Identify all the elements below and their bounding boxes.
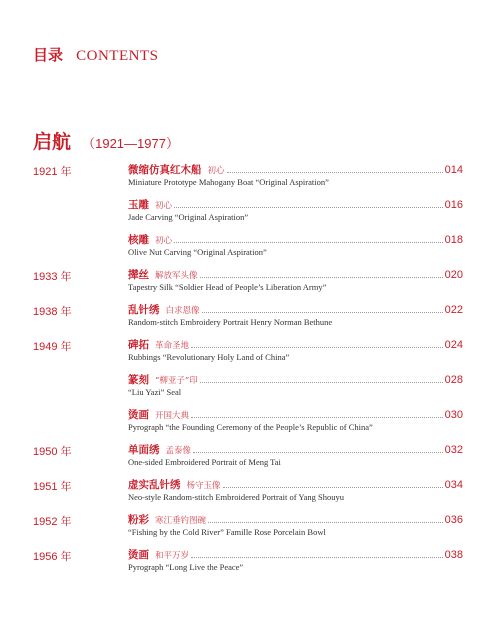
leader-dots xyxy=(174,199,443,208)
entry-subtitle: 初心 xyxy=(155,201,173,211)
entry-category: 烫画 xyxy=(128,549,149,561)
entry-page-number: 020 xyxy=(444,269,463,281)
entry-english-title: Jade Carving “Original Aspiration” xyxy=(128,212,249,222)
page-header xyxy=(33,44,158,68)
entry-english-title: “Fishing by the Cold River” Famille Rose Porcelain Bowl xyxy=(128,527,326,537)
contents-title-en: CONTENTS xyxy=(76,48,159,64)
entry-category: 核雕 xyxy=(128,234,149,246)
year-label: 1921 年 xyxy=(33,166,72,178)
entry-category: 篆刻 xyxy=(128,374,149,386)
entry-page-number: 038 xyxy=(444,549,463,561)
toc-entry[interactable] xyxy=(128,232,463,257)
leader-dots xyxy=(208,514,443,523)
entry-subtitle: 寒江垂钓图碗 xyxy=(155,516,207,526)
toc-entry[interactable] xyxy=(128,547,463,572)
leader-dots xyxy=(200,374,443,383)
entry-page-number: 016 xyxy=(444,199,463,211)
entry-category: 乱针绣 xyxy=(128,304,160,316)
entry-english-title: Tapestry Silk “Soldier Head of People’s Liberation Army” xyxy=(128,282,327,292)
entry-page-number: 018 xyxy=(444,234,463,246)
entry-subtitle: 和平万岁 xyxy=(155,551,190,561)
leader-dots xyxy=(227,164,443,173)
entry-english-title: “Liu Yazi” Seal xyxy=(128,387,182,397)
toc-entry[interactable] xyxy=(128,302,463,327)
entry-english-title: Rubbings “Revolutionary Holy Land of China” xyxy=(128,352,290,362)
entry-category: 粉彩 xyxy=(128,514,149,526)
entry-subtitle: 初心 xyxy=(207,166,225,176)
year-label: 1933 年 xyxy=(33,271,72,283)
toc-entry[interactable] xyxy=(128,512,463,537)
entry-page-number: 034 xyxy=(444,479,463,491)
year-label: 1956 年 xyxy=(33,551,72,563)
entry-subtitle: 孟泰像 xyxy=(165,446,192,456)
year-label: 1951 年 xyxy=(33,481,72,493)
entry-english-title: Random-stitch Embroidery Portrait Henry Norman Bethune xyxy=(128,317,333,327)
section-year-range: （1921—1977） xyxy=(82,136,179,151)
entry-english-title: Pyrograph “the Founding Ceremony of the People’s Republic of China” xyxy=(128,422,373,432)
entry-subtitle: 革命圣地 xyxy=(155,341,190,351)
leader-dots xyxy=(200,269,443,278)
entry-category: 虚实乱针绣 xyxy=(128,479,181,491)
toc-entry[interactable] xyxy=(128,372,463,397)
entry-subtitle: 杨守玉像 xyxy=(186,481,221,491)
toc-entry[interactable] xyxy=(128,267,463,292)
entry-category: 烫画 xyxy=(128,409,149,421)
entry-category: 微缩仿真红木船 xyxy=(128,164,202,176)
toc-entry[interactable] xyxy=(128,407,463,432)
entry-english-title: One-sided Embroidered Portrait of Meng Tai xyxy=(128,457,281,467)
leader-dots xyxy=(193,444,443,453)
entry-subtitle: 解放军头像 xyxy=(155,271,198,281)
section-title xyxy=(33,127,179,154)
entry-page-number: 032 xyxy=(444,444,463,456)
year-label: 1949 年 xyxy=(33,341,72,353)
toc-entry[interactable] xyxy=(128,337,463,362)
year-label: 1952 年 xyxy=(33,516,72,528)
entry-category: 碑拓 xyxy=(128,339,149,351)
leader-dots xyxy=(191,409,443,418)
entry-page-number: 030 xyxy=(444,409,463,421)
entry-english-title: Miniature Prototype Mahogany Boat “Original Aspiration” xyxy=(128,177,329,187)
entry-category: 撵丝 xyxy=(128,269,149,281)
entry-page-number: 036 xyxy=(444,514,463,526)
entry-page-number: 028 xyxy=(444,374,463,386)
entry-english-title: Neo-style Random-stitch Embroidered Portrait of Yang Shouyu xyxy=(128,492,345,502)
leader-dots xyxy=(174,234,443,243)
entry-page-number: 022 xyxy=(444,304,463,316)
entry-subtitle: 初心 xyxy=(155,236,173,246)
leader-dots xyxy=(191,549,443,558)
toc-entry[interactable] xyxy=(128,197,463,222)
year-label: 1950 年 xyxy=(33,446,72,458)
toc-entry[interactable] xyxy=(128,442,463,467)
entry-subtitle: “柳亚子”印 xyxy=(155,376,198,386)
toc-entry[interactable] xyxy=(128,477,463,502)
leader-dots xyxy=(191,339,443,348)
leader-dots xyxy=(202,304,443,313)
entry-page-number: 024 xyxy=(444,339,463,351)
entry-subtitle: 开国大典 xyxy=(155,411,190,421)
entry-english-title: Olive Nut Carving “Original Aspiration” xyxy=(128,247,267,257)
year-label: 1938 年 xyxy=(33,306,72,318)
entry-category: 单面绣 xyxy=(128,444,160,456)
entry-subtitle: 白求恩像 xyxy=(165,306,200,316)
toc-entry[interactable] xyxy=(128,162,463,187)
leader-dots xyxy=(223,479,443,488)
contents-title-zh: 目录 xyxy=(33,46,64,64)
entry-page-number: 014 xyxy=(444,164,463,176)
entry-category: 玉雕 xyxy=(128,199,149,211)
section-title-zh: 启航 xyxy=(33,131,72,153)
entry-english-title: Pyrograph “Long Live the Peace” xyxy=(128,562,244,572)
